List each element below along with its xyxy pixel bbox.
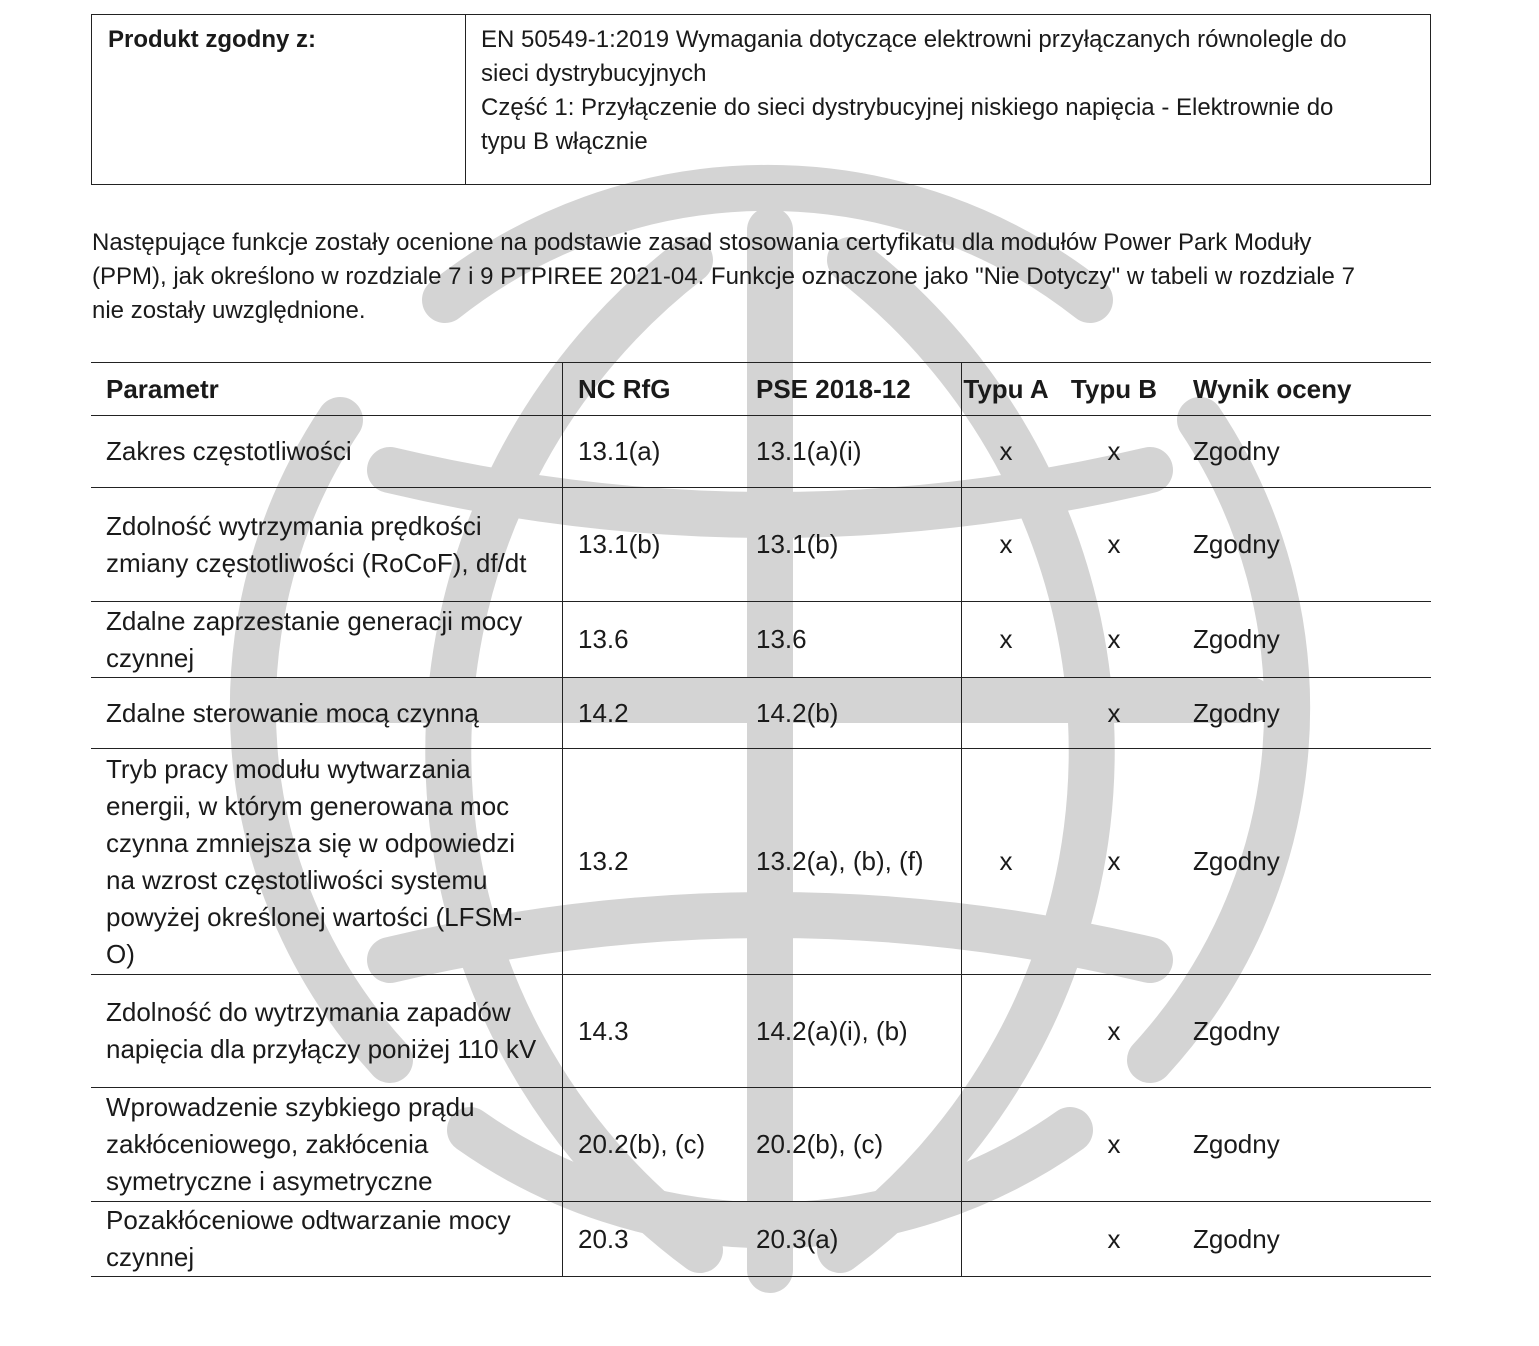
cell-typu-a: x — [999, 436, 1013, 466]
product-label: Produkt zgodny z: — [92, 15, 466, 184]
product-standard-line: sieci dystrybucyjnych — [481, 60, 707, 87]
cell-typu-a: x — [999, 529, 1013, 559]
intro-line: nie zostały uwzględnione. — [92, 297, 366, 324]
intro-line: (PPM), jak określono w rozdziale 7 i 9 PTPIREE 2021-04. Funkcje oznaczone jako "Nie Dotyczy" w tabeli w rozdziale 7 — [92, 263, 1355, 290]
cell-nc-rfg: 13.2 — [578, 846, 629, 876]
cell-pse: 13.1(b) — [741, 488, 962, 602]
cell-pse: 14.2(a)(i), (b) — [741, 975, 962, 1088]
header-pse: PSE 2018-12 — [741, 363, 962, 416]
cell-param: Zdalne zaprzestanie generacji mocy czynnej — [91, 602, 563, 678]
cell-pse: 13.1(a)(i) — [741, 416, 962, 488]
table-row — [91, 749, 1431, 975]
cell-typu-b: x — [1107, 1129, 1121, 1159]
cell-wynik: Zgodny — [1193, 846, 1280, 876]
cell-param: Wprowadzenie szybkiego prądu zakłóceniowego, zakłócenia symetryczne i asymetryczne — [91, 1088, 563, 1202]
parameters-table — [91, 362, 1431, 1277]
cell-nc-rfg: 14.3 — [578, 1015, 629, 1046]
cell-nc-rfg: 13.1(a) — [578, 436, 661, 466]
cell-typu-b: x — [1107, 529, 1121, 559]
cell-nc-rfg: 20.2(b), (c) — [578, 1129, 706, 1159]
cell-wynik: Zgodny — [1193, 1223, 1280, 1254]
cell-typu-a — [962, 1088, 1051, 1202]
cell-param: Zdolność do wytrzymania zapadów napięcia dla przyłączy poniżej 110 kV — [91, 975, 563, 1088]
cell-wynik: Zgodny — [1193, 436, 1280, 466]
table-header-row — [91, 363, 1431, 416]
cell-param: Tryb pracy modułu wytwarzania energii, w którym generowana moc czynna zmniejsza się w odpowiedzi na wzrost częstotliwości systemu powyżej określonej wartości (LFSM-O) — [91, 749, 563, 975]
cell-typu-b: x — [1107, 846, 1121, 876]
cell-pse: 13.6 — [741, 602, 962, 678]
cell-typu-b: x — [1107, 697, 1121, 728]
cell-wynik: Zgodny — [1193, 529, 1280, 559]
header-parametr: Parametr — [91, 363, 563, 416]
cell-typu-a — [962, 975, 1051, 1088]
cell-nc-rfg: 14.2 — [578, 697, 629, 728]
cell-typu-b: x — [1107, 1223, 1121, 1254]
header-wynik-oceny: Wynik oceny — [1193, 373, 1352, 404]
product-standard — [466, 15, 1430, 184]
cell-wynik: Zgodny — [1193, 624, 1280, 654]
header-nc-rfg: NC RfG — [578, 373, 671, 404]
cell-wynik: Zgodny — [1193, 697, 1280, 728]
product-standard-line: Część 1: Przyłączenie do sieci dystrybucyjnej niskiego napięcia - Elektrownie do — [481, 94, 1334, 121]
table-row — [91, 602, 1431, 678]
cell-pse: 20.3(a) — [741, 1202, 962, 1277]
table-row — [91, 1202, 1431, 1277]
cell-typu-a — [962, 1202, 1051, 1277]
table-row — [91, 416, 1431, 488]
table-row — [91, 488, 1431, 602]
cell-typu-a: x — [999, 624, 1013, 654]
cell-param: Zakres częstotliwości — [91, 416, 563, 488]
cell-typu-b: x — [1107, 624, 1121, 654]
cell-pse: 13.2(a), (b), (f) — [741, 749, 962, 975]
cell-pse: 14.2(b) — [741, 678, 962, 749]
cell-param: Zdolność wytrzymania prędkości zmiany częstotliwości (RoCoF), df/dt — [91, 488, 563, 602]
cell-nc-rfg: 13.6 — [578, 624, 629, 654]
product-compliance-box — [91, 14, 1431, 185]
cell-param: Zdalne sterowanie mocą czynną — [91, 678, 563, 749]
table-row — [91, 975, 1431, 1088]
intro-line: Następujące funkcje zostały ocenione na podstawie zasad stosowania certyfikatu dla modułów Power Park Moduły — [92, 229, 1312, 256]
cell-typu-b: x — [1107, 1015, 1121, 1046]
cell-pse: 20.2(b), (c) — [741, 1088, 962, 1202]
intro-paragraph — [92, 226, 1422, 328]
cell-typu-b: x — [1107, 436, 1121, 466]
table-row — [91, 1088, 1431, 1202]
cell-wynik: Zgodny — [1193, 1015, 1280, 1046]
product-standard-line: EN 50549-1:2019 Wymagania dotyczące elektrowni przyłączanych równolegle do — [481, 26, 1347, 53]
product-standard-line: typu B włącznie — [481, 128, 648, 155]
table-row — [91, 678, 1431, 749]
cell-typu-a: x — [999, 846, 1013, 876]
header-typu-b: Typu B — [1070, 373, 1158, 404]
cell-nc-rfg: 20.3 — [578, 1223, 629, 1254]
cell-wynik: Zgodny — [1193, 1129, 1280, 1159]
cell-typu-a — [962, 678, 1051, 749]
header-typu-a: Typu A — [963, 373, 1049, 404]
cell-nc-rfg: 13.1(b) — [578, 529, 661, 559]
cell-param: Pozakłóceniowe odtwarzanie mocy czynnej — [91, 1202, 563, 1277]
